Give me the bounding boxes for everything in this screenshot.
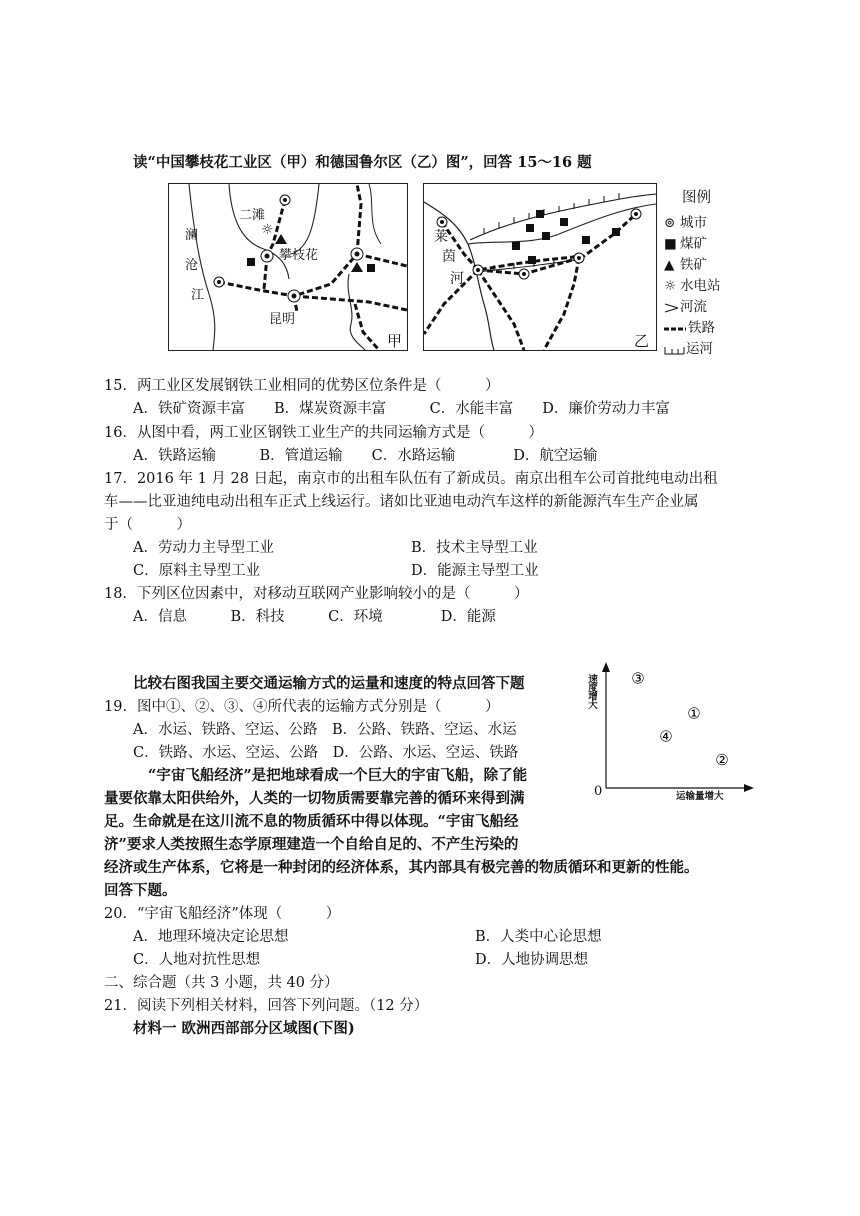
transport-chart: [582, 660, 762, 810]
q15-options: A．铁矿资源丰富 B．煤炭资源丰富 C．水能丰富 D．廉价劳动力丰富: [133, 401, 670, 417]
river-icon: [664, 302, 680, 314]
q17-option-b: B．技术主导型工业: [411, 540, 538, 556]
q17-line3: 于（ ）: [104, 517, 191, 533]
q18-stem: 18．下列区位因素中，对移动互联网产业影响较小的是（ ）: [104, 586, 529, 602]
passage-line6: 回答下题。: [104, 882, 177, 899]
legend-iron-label: 铁矿: [680, 257, 707, 273]
label-lan: 澜: [185, 228, 199, 243]
legend-railway: [664, 316, 715, 336]
passage-line1: “宇宙飞船经济”是把地球看成一个巨大的宇宙飞船，除了能: [148, 767, 528, 784]
q17-line2: 车——比亚迪纯电动出租车正式上线运行。诸如比亚迪电动汽车这样的新能源汽车生产企业属: [104, 494, 699, 510]
label-cang: 沧: [185, 258, 199, 273]
q17-line1: 17．2016 年 1 月 28 日起，南京市的出租车队伍有了新成员。南京出租车公司首批纯电动出租: [104, 471, 718, 487]
points-layer: [631, 670, 728, 769]
section-heading: 二、综合题（共 3 小题，共 40 分）: [104, 975, 339, 991]
chart-ylabel: 速度增大: [586, 674, 597, 708]
label-yin: 茵: [442, 249, 456, 265]
passage-line2: 量要依靠太阳供给外，人类的一切物质需要靠完善的循环来得到满: [104, 790, 525, 807]
q17-option-a: A．劳动力主导型工业: [133, 540, 274, 556]
railway-icon: [664, 323, 688, 335]
chart-point-4: ②: [715, 750, 729, 769]
q18-options: A．信息 B．科技 C．环境 D．能源: [133, 609, 496, 625]
q17-option-d: D．能源主导型工业: [411, 563, 539, 579]
q16-stem: 16．从图中看，两工业区钢铁工业生产的共同运输方式是（ ）: [104, 425, 543, 441]
x-axis-arrow: [744, 784, 754, 792]
hydropower-icon: ☼: [664, 278, 677, 294]
legend-river-label: 河流: [680, 299, 707, 315]
label-jiang: 江: [191, 288, 205, 303]
label-jia: 甲: [387, 332, 403, 350]
y-axis-arrow: [602, 662, 610, 672]
legend-river: [664, 295, 707, 315]
iron-ore-icon: ▲: [664, 257, 675, 273]
label-kunming: 昆明: [269, 312, 296, 327]
legend-railway-label: 铁路: [688, 320, 715, 336]
intro-line: 读“中国攀枝花工业区（甲）和德国鲁尔区（乙）图”，回答 15～16 题: [133, 154, 592, 171]
passage-line5: 经济或生产体系，它将是一种封闭的经济体系，其内部具有极完善的物质循环和更新的性能。: [104, 859, 699, 876]
chart-origin: 0: [594, 784, 603, 799]
transport-chart-svg: [582, 660, 762, 810]
q19-options-cd: C．铁路、水运、空运、公路 D．公路、水运、空运、铁路: [133, 745, 519, 761]
label-yi: 乙: [634, 332, 650, 350]
legend-city-label: 城市: [680, 215, 707, 231]
q20-option-d: D．人地协调思想: [475, 952, 589, 968]
label-lai: 莱: [434, 229, 448, 245]
chart-xlabel: 运输量增大: [676, 791, 724, 802]
q21-stem: 21．阅读下列相关材料，回答下列问题。（12 分）: [104, 998, 429, 1014]
legend-canal: [664, 337, 713, 357]
q20-option-c: C．人地对抗性思想: [133, 952, 261, 968]
legend-iron: [664, 253, 707, 273]
material-one: 材料一 欧洲西部部分区域图(下图): [133, 1020, 355, 1037]
chart-point-1: ③: [631, 669, 645, 688]
q17-option-c: C．原料主导型工业: [133, 563, 261, 579]
map-panzhihua: [168, 183, 408, 351]
legend-coal: [664, 232, 707, 252]
chart-point-3: ④: [659, 727, 673, 746]
chart-point-2: ①: [687, 704, 701, 723]
svg-text:☼: ☼: [261, 222, 274, 238]
q15-stem: 15．两工业区发展钢铁工业相同的优势区位条件是（ ）: [104, 378, 500, 394]
intro-transport: 比较右图我国主要交通运输方式的运量和速度的特点回答下题: [133, 675, 525, 692]
legend-title: 图例: [682, 190, 711, 206]
passage-line3: 足。生命就是在这川流不息的物质循环中得以体现。“宇宙飞船经: [104, 813, 519, 830]
legend-city: [664, 211, 707, 231]
map-ruhr: [423, 183, 657, 351]
city-icon: ⊚: [664, 215, 676, 231]
q20-option-b: B．人类中心论思想: [475, 929, 602, 945]
q20-stem: 20．“宇宙飞船经济”体现（ ）: [104, 906, 341, 922]
passage-line4: 济”要求人类按照生态学原理建造一个自给自足的、不产生污染的: [104, 836, 519, 853]
map-ruhr-drawing: [424, 184, 656, 350]
legend-hydro: [664, 274, 721, 294]
legend-hydro-label: 水电站: [680, 278, 721, 294]
legend-coal-label: 煤矿: [680, 236, 707, 252]
q20-option-a: A．地理环境决定论思想: [133, 929, 289, 945]
label-he: 河: [450, 271, 464, 287]
q19-options-ab: A．水运、铁路、空运、公路 B．公路、铁路、空运、水运: [133, 722, 517, 738]
legend-canal-label: 运河: [686, 341, 713, 357]
label-ertan: 二滩: [239, 208, 266, 223]
coal-icon: ■: [664, 236, 677, 252]
q19-stem: 19．图中①、②、③、④所代表的运输方式分别是（ ）: [104, 699, 500, 715]
canal-icon: [664, 344, 686, 356]
q16-options: A．铁路运输 B．管道运输 C．水路运输 D．航空运输: [133, 448, 598, 464]
label-panzhihua: 攀枝花: [279, 248, 319, 263]
